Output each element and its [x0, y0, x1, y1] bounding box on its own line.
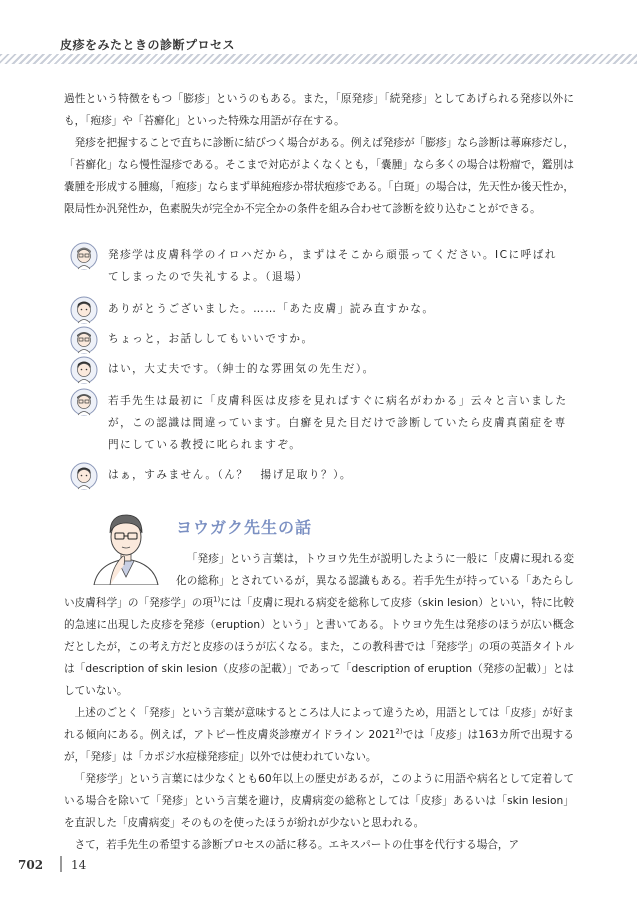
section-text — [64, 548, 574, 856]
header-stripe — [0, 54, 637, 64]
footnote-ref: 1) — [212, 595, 221, 604]
section-paragraph-1-b: には「皮膚に現れる病変を総称して皮疹（skin lesion）といい，特に比較的急速に出現した皮疹を発疹（eruption）という」と書いてある。トウヨウ先生は発疹のほうが広い概念だとしたが，この考え方だと皮疹のほうが広くなる。また，この教科書では「発疹学」の項の英語タイトルは「description of skin lesion（皮疹の記載）」であって「description of eruption（発疹の記載）」とはしていない。 — [64, 597, 575, 697]
dialogue-text: はぁ，すみません。（ん？ 揚げ足取り？）。 — [108, 469, 353, 481]
section-paragraph-3: 「発疹学」という言葉には少なくとも60年以上の歴史があるが，このように用語や病名として定着している場合を除いて「発疹」という言葉を避け，皮膚病変の総称としては「皮疹」あるいは「skin lesion」を直訳した「皮膚病変」そのものを使ったほうが紛れが少ないと思われる。 — [64, 773, 574, 829]
dialogue-text: ちょっと，お話ししてもいいですか。 — [108, 333, 314, 345]
dialogue-text: 発疹学は皮膚科学のイロハだから，まずはそこから頑張ってください。ICに呼ばれてしまったので失礼するよ。（退場） — [108, 249, 557, 283]
footer-divider — [60, 856, 62, 872]
teacher-avatar-icon — [70, 242, 98, 270]
section-paragraph-1 — [64, 548, 574, 702]
chapter-number: 14 — [71, 858, 87, 872]
senior-doctor-avatar-icon — [70, 326, 98, 354]
section-paragraph-2-b: では「皮疹」は163カ所で出現するが，「発疹」は「カポジ水痘様発疹症」以外では使われていない。 — [64, 729, 574, 763]
resident-avatar-icon — [70, 462, 98, 490]
intro-text — [64, 88, 574, 220]
dialogue-text: はい，大丈夫です。（紳士的な雰囲気の先生だ）。 — [108, 363, 375, 375]
illustration-spacer — [64, 548, 176, 592]
section-paragraph-4: さて，若手先生の希望する診断プロセスの話に移る。エキスパートの仕事を代行する場合，ア — [74, 839, 520, 851]
dialogue-text: ありがとうございました。……「あた皮膚」読み直すかな。 — [108, 303, 435, 315]
section-paragraph-2-a: 上述のごとく「発疹」という言葉が意味するところは人によって違うため，用語としては「皮疹」が好まれる傾向にある。例えば，アトピー性皮膚炎診療ガイドライン 2021 — [64, 707, 574, 741]
page-number: 702 — [18, 858, 44, 872]
senior-doctor-avatar-icon — [70, 388, 98, 416]
resident-avatar-icon — [70, 296, 98, 324]
section-paragraph-1-a: 「発疹」という言葉は，トウヨウ先生が説明したように一般に「皮膚に現れる変化の総称」とされているが，異なる認識もある。若手先生が持っている「あたらしい皮膚科学」の「発疹学」の項 — [64, 553, 574, 609]
resident-avatar-icon — [70, 356, 98, 384]
intro-paragraph-2: 発疹を把握することで直ちに診断に結びつく場合がある。例えば発疹が「膨疹」なら診断は蕁麻疹だし，「苔癬化」なら慢性湿疹である。そこまで対応がよくなくとも，「嚢腫」なら多くの場合は粉瘤で，鑑別は嚢腫を形成する腫瘍，「疱疹」ならまず単純疱疹か帯状疱疹である。「白斑」の場合は，先天性か後天性か，限局性か汎発性か，色素脱失が完全か不完全かの条件を組み合わせて診断を絞り込むことができる。 — [64, 137, 574, 215]
section-paragraph-2 — [64, 702, 574, 768]
section-title: ヨウガク先生の話 — [176, 518, 313, 537]
intro-paragraph-1: 過性という特徴をもつ「膨疹」というのもある。また，「原発疹」「続発疹」としてあげられる発疹以外にも，「疱疹」や「苔癬化」といった特殊な用語が存在する。 — [64, 93, 574, 127]
footnote-ref: 2) — [395, 727, 403, 736]
running-header-title: 皮疹をみたときの診断プロセス — [60, 38, 236, 52]
dialogue-text: 若手先生は最初に「皮膚科医は皮疹を見ればすぐに病名がわかる」云々と言いましたが，この認識は間違っています。白癬を見た目だけで診断していたら皮膚真菌症を専門にしている教授に叱られますぞ。 — [108, 395, 568, 451]
